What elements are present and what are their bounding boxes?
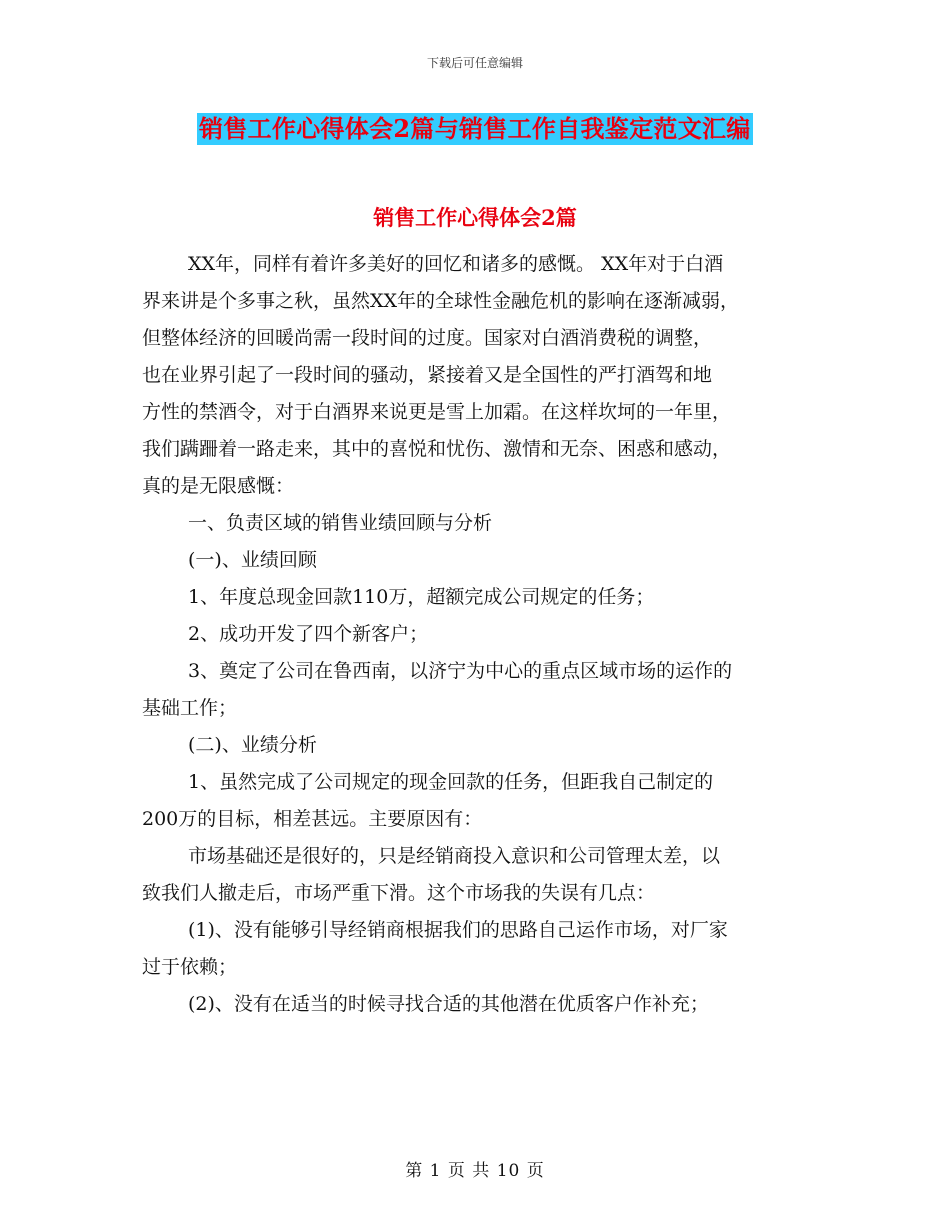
body-line: (1)、没有能够引导经销商根据我们的思路自己运作市场，对厂家 — [188, 919, 728, 941]
body-line: 2、成功开发了四个新客户； — [188, 623, 429, 645]
body-line: 过于依赖； — [142, 956, 238, 978]
body-line: 方性的禁酒令，对于白酒界来说更是雪上加霜。在这样坎坷的一年里， — [142, 401, 732, 423]
body-line: 也在业界引起了一段时间的骚动，紧接着又是全国性的严打酒驾和地 — [142, 364, 713, 386]
body-line: 3、奠定了公司在鲁西南，以济宁为中心的重点区域市场的运作的 — [188, 660, 733, 682]
section-title: 销售工作心得体会2篇 — [373, 205, 577, 230]
body-line: XX年，同样有着许多美好的回忆和诸多的感慨。 XX年对于白酒 — [188, 253, 724, 275]
header-note: 下载后可任意编辑 — [426, 56, 523, 70]
body-line: 我们蹒跚着一路走来，其中的喜悦和忧伤、激情和无奈、困惑和感动， — [142, 438, 732, 460]
body-line: 但整体经济的回暖尚需一段时间的过度。国家对白酒消费税的调整， — [142, 327, 713, 349]
body-line: 真的是无限感慨： — [142, 475, 295, 497]
body-line: 市场基础还是很好的，只是经销商投入意识和公司管理太差，以 — [188, 845, 721, 867]
body-line: 1、年度总现金回款110万，超额完成公司规定的任务； — [188, 586, 655, 608]
body-line: 致我们人撤走后，市场严重下滑。这个市场我的失误有几点： — [142, 882, 656, 904]
body-line: (一)、业绩回顾 — [188, 549, 317, 571]
body-line: 基础工作； — [142, 697, 238, 719]
body-line: 一、负责区域的销售业绩回顾与分析 — [188, 512, 493, 534]
document-title: 销售工作心得体会2篇与销售工作自我鉴定范文汇编 — [199, 114, 751, 143]
body-line: (二)、业绩分析 — [188, 734, 317, 756]
body-line: 1、虽然完成了公司规定的现金回款的任务，但距我自己制定的 — [188, 771, 714, 793]
body-line: 200万的目标，相差甚远。主要原因有： — [142, 808, 483, 830]
body-line: (2)、没有在适当的时候寻找合适的其他潜在优质客户作补充； — [188, 993, 709, 1015]
body-line: 界来讲是个多事之秋，虽然XX年的全球性金融危机的影响在逐渐减弱， — [142, 290, 740, 312]
page-number-footer: 第 1 页 共 10 页 — [405, 1161, 545, 1181]
